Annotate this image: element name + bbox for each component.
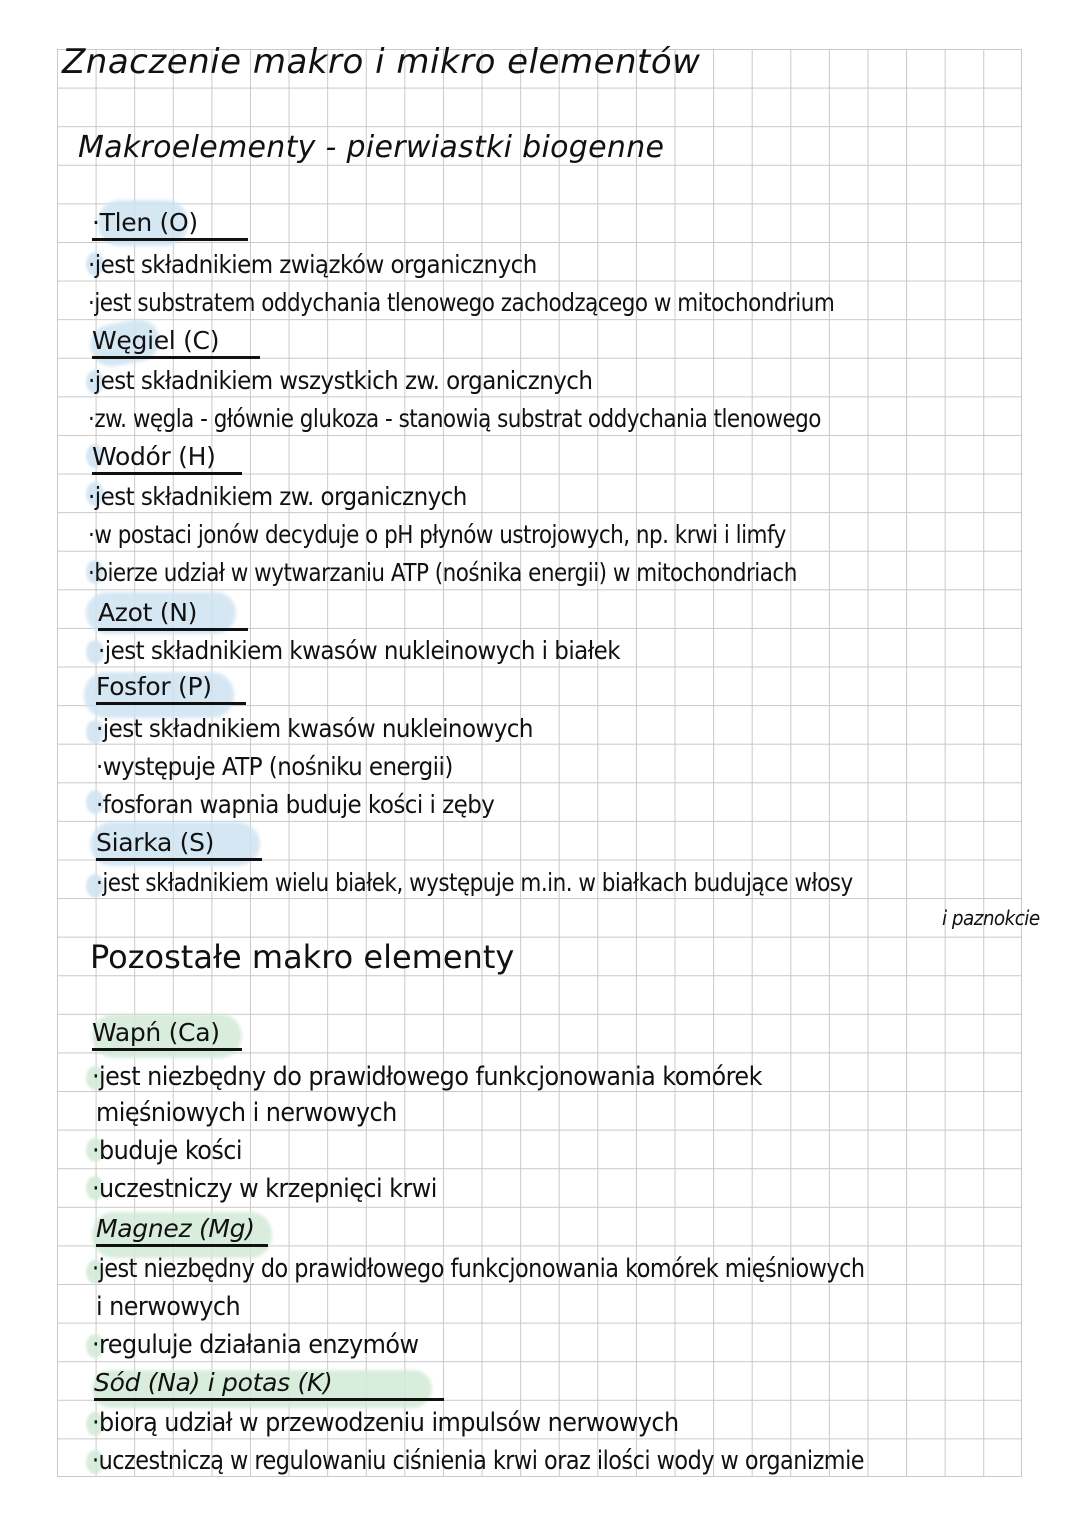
- element-heading-tlen: ·Tlen (O): [92, 208, 248, 241]
- list-item: ·jest niezbędny do prawidłowego funkcjonowania komórek: [92, 1062, 762, 1092]
- page-title: Znaczenie makro i mikro elementów: [62, 42, 701, 82]
- list-item: ·reguluje działania enzymów: [92, 1330, 419, 1360]
- list-item: ·jest składnikiem wielu białek, występuje m.in. w białkach budujące włosy: [96, 868, 853, 897]
- list-item: ·bierze udział w wytwarzaniu ATP (nośnika energii) w mitochondriach: [88, 558, 797, 587]
- list-item: ·jest substratem oddychania tlenowego zachodzącego w mitochondrium: [88, 288, 835, 317]
- list-item: ·występuje ATP (nośniku energii): [96, 752, 453, 781]
- list-item: ·jest składnikiem związków organicznych: [88, 250, 537, 279]
- element-heading-azot: Azot (N): [98, 598, 248, 631]
- list-item: ·uczestniczy w krzepnięci krwi: [92, 1174, 437, 1204]
- list-item: ·zw. węgla - głównie glukoza - stanowią substrat oddychania tlenowego: [88, 404, 821, 433]
- element-heading-wodor: Wodór (H): [92, 442, 242, 475]
- element-heading-magnez: Magnez (Mg): [96, 1214, 268, 1247]
- list-item: ·uczestniczą w regulowaniu ciśnienia krwi oraz ilości wody w organizmie: [92, 1446, 865, 1476]
- list-item: ·fosforan wapnia buduje kości i zęby: [96, 790, 495, 819]
- list-item: ·jest składnikiem kwasów nukleinowych i białek: [98, 636, 621, 665]
- list-item-continuation: i nerwowych: [96, 1292, 241, 1322]
- element-heading-sod-potas: Sód (Na) i potas (K): [94, 1368, 444, 1401]
- section-title: Pozostałe makro elementy: [90, 938, 515, 976]
- list-item: ·jest składnikiem wszystkich zw. organicznych: [88, 366, 593, 395]
- list-item: ·buduje kości: [92, 1136, 242, 1166]
- list-item: ·jest składnikiem zw. organicznych: [88, 482, 467, 511]
- element-heading-wegiel: Węgiel (C): [92, 326, 260, 359]
- element-heading-siarka: Siarka (S): [96, 828, 262, 861]
- list-item: ·w postaci jonów decyduje o pH płynów ustrojowych, np. krwi i limfy: [88, 520, 786, 549]
- list-item-continuation: i paznokcie: [942, 906, 1040, 930]
- list-item: ·biorą udział w przewodzeniu impulsów nerwowych: [92, 1408, 679, 1438]
- element-heading-wapn: Wapń (Ca): [92, 1018, 242, 1051]
- list-item-continuation: mięśniowych i nerwowych: [96, 1098, 397, 1128]
- page-subtitle: Makroelementy - pierwiastki biogenne: [78, 130, 665, 165]
- element-heading-fosfor: Fosfor (P): [96, 672, 246, 705]
- list-item: ·jest składnikiem kwasów nukleinowych: [96, 714, 533, 743]
- list-item: ·jest niezbędny do prawidłowego funkcjonowania komórek mięśniowych: [92, 1254, 865, 1284]
